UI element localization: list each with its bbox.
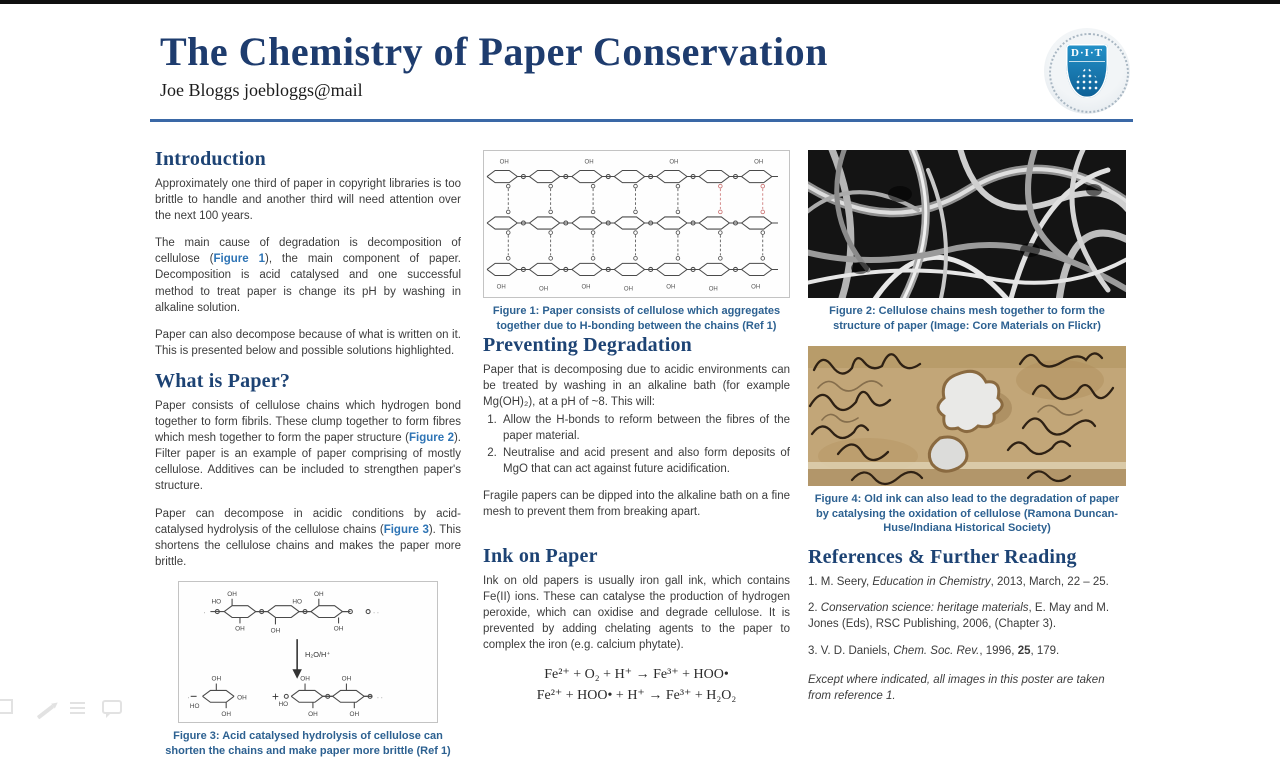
- svg-text:OH: OH: [666, 284, 676, 291]
- svg-text:OH: OH: [708, 286, 718, 293]
- column-right: [808, 150, 1126, 715]
- what-paragraph-2: Paper can decompose in acidic conditions by acid-catalysed hydrolysis of the cellulose chains (Figure 3). This shortens the cellulose chains and makes the paper more brittle.: [155, 507, 461, 568]
- figure4-art: [808, 346, 1126, 486]
- preventing-intro: Paper that is decomposing due to acidic environments can be treated by washing in an alkaline bath (for example Mg(OH)₂), at a pH of ~8. This will:: [483, 363, 790, 408]
- svg-text:HO: HO: [278, 701, 289, 709]
- section-heading-references: References & Further Reading: [808, 546, 1077, 569]
- ink-paragraph: Ink on old papers is usually iron gall ink, which contains Fe(II) ions. These can catalyse the production of hydrogen peroxide, which can oxidise and degrade cellulose. It is prevented by adding chelating agents to the paper to complex the iron (e.g. calcium phytate).: [483, 574, 790, 651]
- poster-title: The Chemistry of Paper Conservation: [160, 29, 828, 74]
- figure4-manuscript-image: [808, 346, 1126, 486]
- list-item: 2. Neutralise and acid present and also form deposits of MgO that can act against future acidification.: [500, 445, 790, 477]
- svg-text:OH: OH: [237, 694, 247, 702]
- svg-text:OH: OH: [211, 675, 222, 683]
- poster-author: Joe Bloggs joebloggs@mail: [160, 80, 363, 100]
- comment-icon[interactable]: [102, 700, 122, 714]
- svg-text:· ·: · ·: [372, 609, 380, 617]
- figure3-diagram: [178, 581, 438, 723]
- svg-text:H₂O/H⁺: H₂O/H⁺: [305, 649, 331, 659]
- figure2-fibres: [808, 150, 1126, 298]
- column-left: [155, 148, 461, 759]
- svg-text:HO: HO: [211, 598, 222, 606]
- svg-text:OH: OH: [754, 159, 764, 166]
- svg-text:OH: OH: [751, 284, 761, 291]
- svg-text:OH: OH: [300, 675, 310, 683]
- intro-paragraph-1: Approximately one third of paper in copyright libraries is too brittle to handle and another third will need attention over the next 100 years.: [155, 178, 461, 223]
- equation-1: Fe²⁺ + O₂ + H⁺ → Fe³⁺ + HOO•: [544, 667, 729, 682]
- intro-paragraph-2: The main cause of degradation is decomposition of cellulose (Figure 1), the main component of paper. Decomposition is acid catalysed and one successful method to treat paper is change its pH by washing in alkaline solution.: [155, 237, 461, 314]
- section-heading-preventing-degradation: Preventing Degradation: [483, 333, 693, 356]
- equation-2: Fe²⁺ + HOO• + H⁺ → Fe³⁺ + H₂O₂: [536, 688, 737, 703]
- section-heading-what-is-paper: What is Paper?: [155, 369, 291, 392]
- reference-1: 1. M. Seery, Education in Chemistry, 2013, March, 22 – 25.: [808, 576, 1109, 589]
- svg-text:OH: OH: [221, 710, 231, 718]
- svg-text:OH: OH: [349, 710, 360, 718]
- column-middle: [483, 150, 790, 706]
- svg-text:OH: OH: [227, 590, 237, 598]
- header-divider: [150, 119, 1133, 122]
- pencil-icon[interactable]: [37, 705, 54, 720]
- svg-text:OH: OH: [270, 627, 281, 635]
- preventing-list: [483, 412, 790, 477]
- logo-dot-tree: [1074, 66, 1100, 90]
- section-heading-ink-on-paper: Ink on Paper: [483, 544, 598, 567]
- figure2-sem-image: [808, 150, 1126, 298]
- svg-text:OH: OH: [669, 159, 679, 166]
- svg-text:·: ·: [203, 609, 206, 617]
- poster-header: [160, 30, 1060, 101]
- svg-text:· ·: · ·: [376, 694, 383, 702]
- reference-2: 2. Conservation science: heritage materials, E. May and M. Jones (Eds), RSC Publishing, 2006, (Chapter 3).: [808, 602, 1110, 631]
- logo-initials: D·I·T: [1069, 44, 1105, 62]
- svg-text:OH: OH: [496, 284, 506, 291]
- list-icon[interactable]: [70, 702, 85, 705]
- svg-text:OH: OH: [623, 286, 633, 293]
- svg-text:OH: OH: [584, 159, 594, 166]
- video-letterbox-top: [0, 0, 1280, 4]
- section-heading-introduction: Introduction: [155, 148, 266, 170]
- references-note: Except where indicated, all images in this poster are taken from reference 1.: [808, 673, 1105, 702]
- svg-text:OH: OH: [341, 675, 352, 683]
- list-item: 1. Allow the H-bonds to reform between the fibres of the paper material.: [500, 412, 790, 444]
- intro-paragraph-3: Paper can also decompose because of what is written on it. This is presented below and possible solutions highlighted.: [155, 328, 461, 357]
- figure4-caption: Figure 4: Old ink can also lead to the degradation of paper by catalysing the oxidation of cellulose (Ramona Duncan-Huse/Indiana Historical Society): [814, 492, 1120, 535]
- what-paragraph-1: Paper consists of cellulose chains which hydrogen bond together to form fibrils. These clump together to form fibres which mesh together to form the paper structure (Figure 2). Filter paper is an example of paper comprising of mostly cellulose. Additives can be included to strengthen paper's structure.: [155, 399, 461, 493]
- svg-text:+: +: [272, 689, 279, 704]
- svg-text:·: ·: [187, 694, 190, 702]
- figure2-caption: Figure 2: Cellulose chains mesh together to form the structure of paper (Image: Core Materials on Flickr): [829, 305, 1105, 332]
- svg-text:OH: OH: [235, 625, 245, 633]
- svg-text:OH: OH: [314, 590, 324, 598]
- dit-logo: [1036, 28, 1140, 116]
- figure1-diagram: [483, 150, 790, 298]
- svg-text:HO: HO: [292, 598, 302, 606]
- preventing-outro: Fragile papers can be dipped into the alkaline bath on a fine mesh to prevent them from breaking apart.: [483, 490, 790, 519]
- figure3-caption: Figure 3: Acid catalysed hydrolysis of cellulose can shorten the chains and make paper more brittle (Ref 1): [165, 729, 451, 757]
- svg-text:OH: OH: [499, 159, 509, 166]
- svg-text:OH: OH: [539, 286, 549, 293]
- figure1-structure: [484, 151, 787, 295]
- svg-text:HO: HO: [189, 703, 200, 711]
- iron-equations: [483, 664, 790, 706]
- frame-icon[interactable]: [0, 699, 13, 714]
- svg-text:OH: OH: [333, 625, 344, 633]
- figure3-structure: [179, 582, 435, 720]
- svg-text:OH: OH: [581, 284, 591, 291]
- svg-text:OH: OH: [308, 710, 318, 718]
- figure1-caption: Figure 1: Paper consists of cellulose which aggregates together due to H-bonding between the chains (Ref 1): [492, 305, 781, 332]
- reference-3: 3. V. D. Daniels, Chem. Soc. Rev., 1996, 25, 179.: [808, 644, 1060, 657]
